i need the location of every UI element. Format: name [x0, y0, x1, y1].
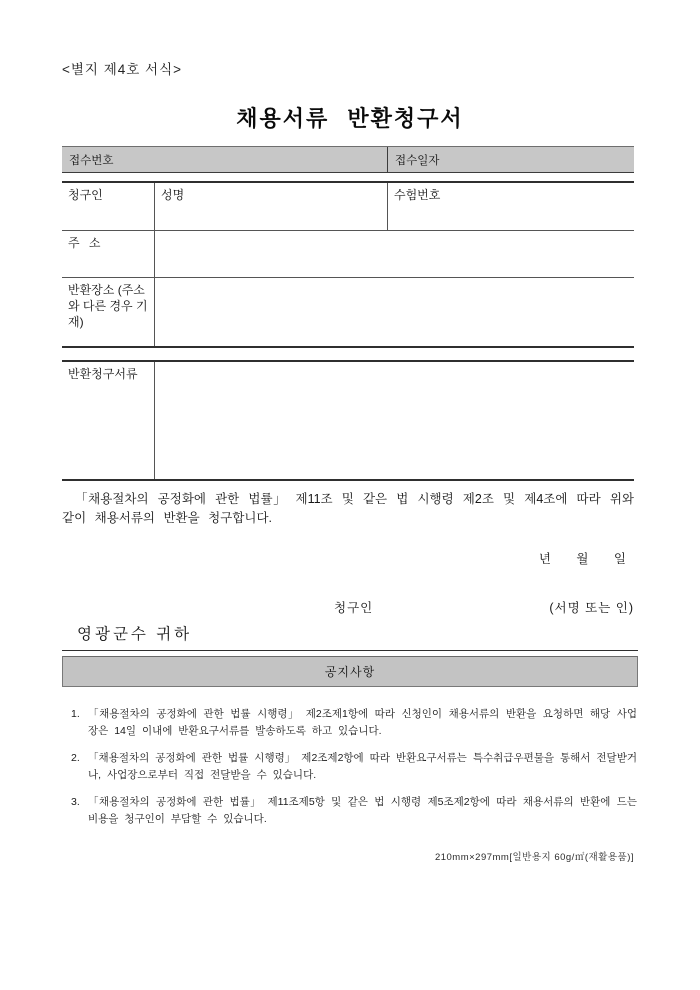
notice-list [71, 706, 637, 838]
notice-divider [62, 650, 638, 651]
address-value-cell [154, 231, 634, 277]
table-row-return-place [62, 278, 634, 346]
receipt-number-cell [62, 147, 387, 172]
notice-title: 공지사항 [324, 665, 376, 679]
notice-header-band [62, 656, 638, 687]
form-code-note: <별지 제4호 서식> [62, 62, 183, 77]
return-place-label: 반환장소 [68, 283, 115, 297]
paper-spec-footer: 210mm×297mm[일반용지 60g/㎡(재활용품)] [434, 852, 634, 863]
return-place-sublabel: (주소와 다른 경우 기재) [68, 283, 148, 329]
exam-number-cell [387, 183, 634, 230]
notice-item-text: 「채용절차의 공정화에 관한 법률」 제11조제5항 및 같은 법 시행령 제5조제2항에 따라 채용서류의 반환에 드는 비용을 청구인이 부담할 수 있습니다. [88, 796, 637, 825]
signature-note: (서명 또는 인) [549, 601, 634, 615]
notice-item [71, 794, 637, 828]
request-statement: 「채용절차의 공정화에 관한 법률」 제11조 및 같은 법 시행령 제2조 및 제4조에 따라 위와 같이 채용서류의 반환을 청구합니다. [62, 492, 634, 525]
return-documents-label: 반환청구서류 [68, 367, 138, 381]
notice-item [71, 750, 637, 784]
notice-item [71, 706, 637, 740]
notice-item-number: 1. [71, 708, 80, 720]
date-line: 년 월 일 [538, 552, 626, 566]
notice-item-number: 3. [71, 796, 80, 808]
table-row-address [62, 231, 634, 278]
page-title: 채용서류 반환청구서 [236, 106, 464, 131]
return-place-label-cell [62, 278, 154, 346]
claimant-table [62, 181, 634, 348]
table-row-claimant [62, 183, 634, 231]
name-cell [154, 183, 387, 230]
notice-item-text: 「채용절차의 공정화에 관한 법률 시행령」 제2조제2항에 따라 반환요구서류는 특수취급우편물을 통해서 전달받거나, 사업장으로부터 직접 전달받을 수 있습니다. [88, 752, 637, 781]
signer-label: 청구인 [334, 601, 374, 615]
receipt-date-cell [387, 147, 634, 172]
receipt-date-label: 접수일자 [395, 155, 440, 167]
return-documents-value-cell [154, 362, 634, 479]
return-place-value-cell [154, 278, 634, 346]
name-label: 성명 [161, 188, 185, 202]
receipt-number-label: 접수번호 [69, 155, 114, 167]
exam-number-label: 수험번호 [394, 188, 441, 202]
notice-item-text: 「채용절차의 공정화에 관한 법률 시행령」 제2조제1항에 따라 신청인이 채용서류의 반환을 요청하면 해당 사업장은 14일 이내에 반환요구서류를 발송하도록 하고 있습니다. [88, 708, 637, 737]
address-label: 주 소 [68, 236, 101, 250]
recipient-line: 영광군수 귀하 [77, 626, 193, 643]
signature-row [62, 598, 634, 616]
receipt-header-row [62, 146, 634, 173]
notice-item-number: 2. [71, 752, 80, 764]
return-documents-table [62, 360, 634, 481]
claimant-label: 청구인 [68, 188, 103, 202]
